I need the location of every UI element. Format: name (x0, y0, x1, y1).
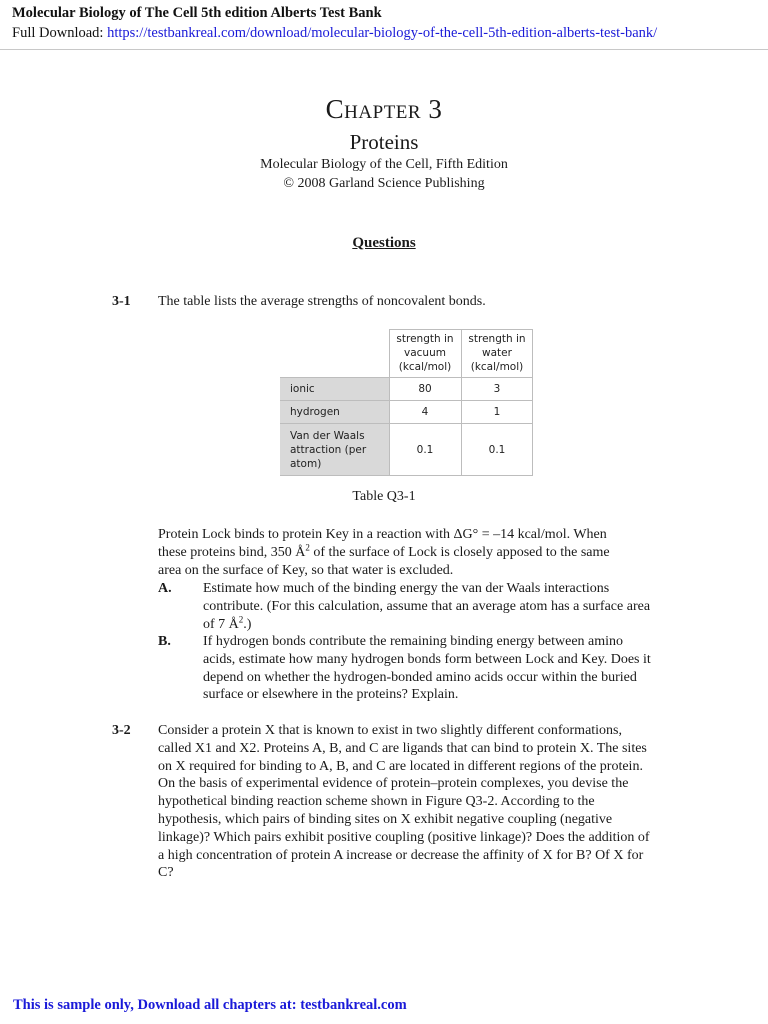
body-line: these proteins bind, 350 $Å^2$ of the surface of Lock is closely apposed to the same (158, 542, 610, 560)
table-cell: 0.1 (416, 443, 434, 456)
table-caption: Table Q3-1 (352, 489, 416, 504)
footer-note: This is sample only, Download all chapters at: testbankreal.com (13, 997, 407, 1013)
question-body (158, 526, 658, 579)
copyright: © 2008 Garland Science Publishing (283, 176, 485, 191)
table-rule (389, 329, 390, 476)
table-header-water: strength in water (kcal/mol) (468, 333, 526, 373)
download-line (12, 25, 657, 42)
download-link[interactable]: https://testbankreal.com/download/molecular-biology-of-the-cell-5th-edition-alberts-test-bank/ (107, 25, 658, 41)
table-row-label: ionic (280, 377, 389, 400)
questions-heading: Questions (352, 235, 416, 251)
question-number: 3-1 (112, 294, 131, 309)
table-row-label: Van der Waals attraction (per atom) (280, 423, 389, 476)
table-cell: 1 (493, 405, 501, 418)
body-line: area on the surface of Key, so that water is excluded. (158, 562, 454, 578)
subquestion-a (158, 580, 658, 633)
table-cell: 4 (421, 405, 429, 418)
table-rule (532, 329, 533, 476)
document-title: Molecular Biology of The Cell 5th edition Alberts Test Bank (12, 5, 382, 21)
chapter-heading: Chapter 3 (325, 94, 443, 124)
table-cell: 0.1 (488, 443, 506, 456)
body-line: Protein Lock binds to protein Key in a reaction with ΔG° = –14 kcal/mol. When (158, 527, 607, 542)
table-rule (280, 475, 533, 476)
book-title: Molecular Biology of the Cell, Fifth Edition (260, 157, 508, 172)
bond-strength-table (280, 329, 533, 476)
table-rule (280, 377, 533, 378)
table-rule (461, 329, 462, 476)
question-number: 3-2 (112, 723, 131, 738)
subquestion-letter: A. (158, 581, 172, 596)
question-text: Consider a protein X that is known to exist in two slightly different conformations, called X1 and X2. Proteins A, B, and C are ligands that can bind to protein X. The sites on X required for binding to A, B, and C are located in different regions of the protein. On the basis of experimental evidence of protein–protein complexes, you devise the hypothetical binding reaction scheme shown in Figure Q3-2. According to the hypothesis, which pairs of binding sites on X exhibit negative coupling (negative linkage)? Which pairs exhibit positive coupling (positive linkage)? Does the addition of a high concentration of protein A increase or decrease the affinity of X for B? Of X for C? (158, 723, 650, 881)
question-intro: The table lists the average strengths of noncovalent bonds. (158, 294, 486, 309)
table-header-vacuum: strength in vacuum (kcal/mol) (396, 333, 454, 373)
table-rule (280, 400, 533, 401)
table-rule (280, 423, 533, 424)
subquestion-text: Estimate how much of the binding energy the van der Waals interactions contribute. (For this calculation, assume that an average atom has a surface area of 7 $Å^2$.) (203, 581, 651, 632)
table-row-label: hydrogen (280, 400, 389, 423)
download-label: Full Download: (12, 25, 108, 41)
chapter-name: Proteins (349, 130, 419, 154)
subquestion-text: If hydrogen bonds contribute the remaining binding energy between amino acids, estimate how many hydrogen bonds form between Lock and Key. Does it depend on whether the hydrogen-bonded amino acids occur within the buried surface or elsewhere in the proteins? Explain. (203, 634, 651, 703)
table-cell: 3 (493, 382, 501, 395)
table-cell: 80 (418, 382, 432, 395)
subquestion-letter: B. (158, 634, 171, 649)
header-divider (0, 49, 768, 50)
subquestion-b (158, 633, 658, 704)
